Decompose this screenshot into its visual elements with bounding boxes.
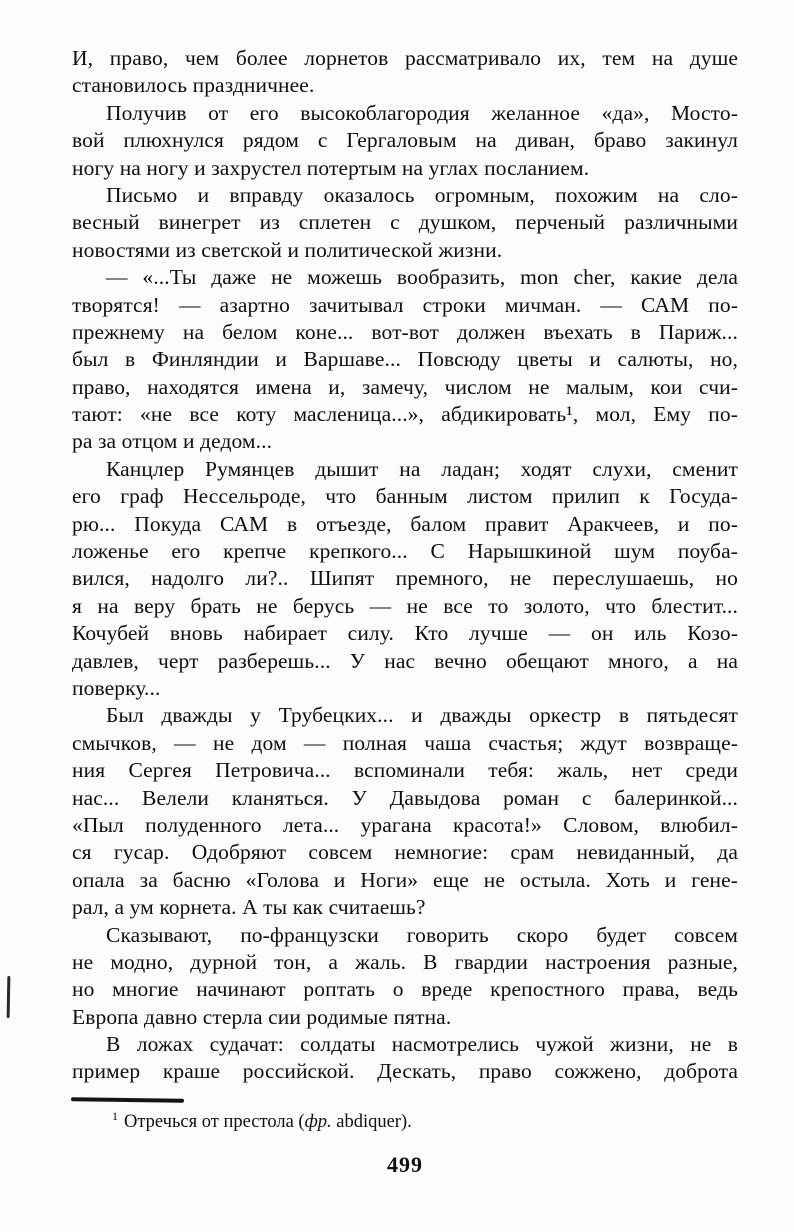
- text-line: творятся! — азартно зачитывал строки мичман. — САМ по-: [72, 292, 738, 317]
- footnote-text-after: abdiquer).: [331, 1112, 412, 1132]
- footnote-separator: [71, 1097, 184, 1103]
- text-line: я на веру брать не берусь — не все то золото, что блестит...: [72, 593, 738, 618]
- text-line: новостями из светской и политической жизни.: [72, 237, 503, 262]
- footnote-marker: 1: [112, 1108, 118, 1123]
- text-line: В ложах судачат: солдаты насмотрелись чужой жизни, не в: [106, 1032, 738, 1057]
- text-line: «Пыл полуденного лета... урагана красота!» Словом, влюбил-: [72, 812, 738, 837]
- text-line: ногу на ногу и захрустел потертым на углах посланием.: [72, 155, 590, 180]
- text-line: смычков, — не дом — полная чаша счастья; ждут возвраще-: [72, 730, 738, 755]
- text-line: Получив от его высокоблагородия желанное «да», Мосто-: [106, 100, 738, 125]
- text-line: ния Сергея Петровича... вспоминали тебя: жаль, нет среди: [72, 758, 738, 783]
- text-line: давлев, черт разберешь... У нас вечно обещают много, а на: [72, 648, 738, 673]
- text-line: вой плюхнулся рядом с Гергаловым на диван, браво закинул: [72, 128, 738, 153]
- text-line: — «...Ты даже не можешь вообразить, mon cher, какие дела: [106, 265, 738, 290]
- text-line: Канцлер Румянцев дышит на ладан; ходят слухи, сменит: [106, 456, 738, 481]
- text-line: тают: «не все коту масленица...», абдикировать¹, мол, Ему по-: [72, 402, 738, 427]
- body-text: [72, 45, 738, 1086]
- text-line: ра за отцом и дедом...: [72, 429, 273, 454]
- text-line: но многие начинают роптать о вреде крепостного права, ведь: [72, 977, 738, 1002]
- text-line: рал, а ум корнета. А ты как считаешь?: [72, 895, 426, 920]
- text-line: прежнему на белом коне... вот-вот должен въехать в Париж...: [72, 319, 738, 344]
- footnote: [72, 1110, 738, 1135]
- text-line: рю... Покуда САМ в отъезде, балом правит Аракчеев, и по-: [72, 511, 738, 536]
- text-line: был в Финляндии и Варшаве... Повсюду цветы и салюты, но,: [72, 347, 738, 372]
- text-line: Кочубей вновь набирает силу. Кто лучше — он иль Козо-: [72, 621, 738, 646]
- page-number: 499: [387, 1152, 423, 1177]
- text-line: становилось праздничнее.: [72, 73, 315, 98]
- footnote-language-abbr: фр.: [304, 1112, 332, 1132]
- text-line: Европа давно стерла сии родимые пятна.: [72, 1004, 452, 1029]
- text-line: ся гусар. Одобряют совсем немногие: срам невиданный, да: [72, 840, 738, 865]
- text-line: И, право, чем более лорнетов рассматривало их, тем на душе: [72, 46, 738, 70]
- footnote-text-before: Отречься от престола (: [124, 1112, 305, 1132]
- text-line: не модно, дурной тон, а жаль. В гвардии настроения разные,: [72, 949, 738, 974]
- text-line: пример краше российской. Дескать, право сожжено, доброта: [72, 1059, 738, 1084]
- text-line: нас... Велели кланяться. У Давыдова роман с балеринкой...: [72, 785, 738, 810]
- text-line: весный винегрет из сплетен с душком, перченый различными: [72, 210, 738, 235]
- text-line: Письмо и вправду оказалось огромным, похожим на сло-: [106, 182, 738, 207]
- text-line: его граф Нессельроде, что банным листом прилип к Госуда-: [72, 484, 738, 509]
- text-line: право, находятся имена и, замечу, числом не малым, кои счи-: [72, 374, 738, 399]
- text-line: ложенье его крепче крепкого... С Нарышкиной шум поуба-: [72, 539, 738, 564]
- text-line: Был дважды у Трубецких... и дважды оркестр в пятьдесят: [106, 703, 738, 728]
- text-line: поверку...: [72, 675, 161, 700]
- text-line: опала за басню «Голова и Ноги» еще не остыла. Хоть и гене-: [72, 867, 738, 892]
- text-line: Сказывают, по-французски говорить скоро будет совсем: [106, 922, 738, 947]
- scan-artifact-mark: [7, 976, 11, 1018]
- text-line: вился, надолго ли?.. Шипят премного, не переслушаешь, но: [72, 566, 738, 591]
